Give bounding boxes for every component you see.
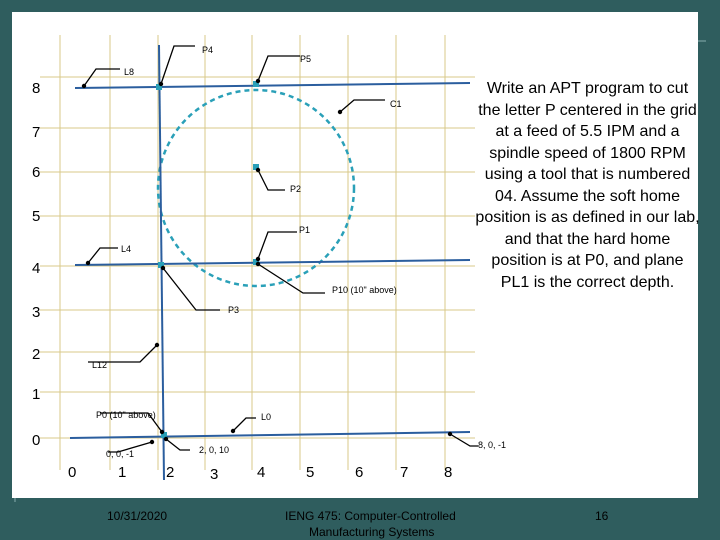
leader-l4-head (86, 261, 90, 265)
x-label-6: 6 (355, 464, 364, 481)
leader-p10-head (256, 262, 260, 266)
leader-lines (84, 46, 478, 452)
leader-p2-head (256, 168, 260, 172)
x-label-0: 0 (68, 464, 77, 481)
label-l4: L4 (121, 244, 132, 254)
y-label-2: 2 (32, 346, 41, 363)
y-label-1: 1 (32, 386, 41, 403)
label-p4: P4 (202, 45, 214, 55)
leader-coord-8 (450, 434, 478, 446)
leader-l0 (233, 418, 256, 431)
circle-c1 (158, 90, 354, 286)
y-label-7: 7 (32, 124, 41, 141)
label-p10: P10 (10" above) (332, 285, 397, 295)
line-l0 (70, 432, 470, 438)
x-label-7: 7 (400, 464, 409, 481)
leader-c1-head (338, 110, 342, 114)
x-label-8: 8 (444, 464, 453, 481)
label-p1: P1 (299, 225, 311, 235)
x-label-3: 3 (210, 466, 219, 483)
leader-l8-head (82, 84, 86, 88)
leader-coord-8-head (448, 432, 452, 436)
leader-p0-head (160, 430, 164, 434)
line-l8 (75, 83, 470, 88)
leader-p1 (258, 232, 297, 259)
leader-p5-head (256, 79, 260, 83)
label-c1: C1 (390, 99, 402, 109)
y-label-3: 3 (32, 304, 41, 321)
slide (12, 12, 700, 539)
x-label-5: 5 (306, 464, 315, 481)
label-l0: L0 (261, 412, 272, 422)
label-p3: P3 (228, 305, 240, 315)
leader-coord-2 (166, 439, 190, 450)
label-p2: P2 (290, 184, 302, 194)
label-p5: P5 (300, 54, 312, 64)
leader-l12-head (155, 343, 159, 347)
x-label-4: 4 (257, 464, 266, 481)
footer-course-line2: Manufacturing Systems (309, 525, 435, 539)
x-label-2: 2 (166, 464, 175, 481)
y-label-6: 6 (32, 164, 41, 181)
instruction-text: Write an APT program to cut the letter P centered in the grid at a feed of 5.5 IPM and a spindle speed of 1800 RPM using a tool that is numbered 04. Assume the soft home position is as defined in our lab, and that the hard home position is at P0, and plane PL1 is the correct depth. (475, 80, 700, 291)
points (156, 81, 259, 438)
leader-p4-head (159, 82, 163, 86)
x-label-1: 1 (118, 464, 127, 481)
label-coord-2: 2, 0, 10 (199, 445, 230, 455)
label-l12: L12 (92, 360, 108, 370)
y-label-0: 0 (32, 432, 41, 449)
leader-p2 (258, 170, 285, 190)
footer-date: 10/31/2020 (107, 509, 168, 523)
footer-page-number: 16 (595, 509, 609, 523)
leader-coord-origin-head (150, 440, 154, 444)
leader-c1 (340, 100, 385, 112)
leader-p3-head (161, 266, 165, 270)
y-label-5: 5 (32, 208, 41, 225)
grid-lines (40, 35, 475, 470)
line-l4 (75, 260, 470, 265)
leader-coord-2-head (164, 437, 168, 441)
y-label-4: 4 (32, 260, 41, 277)
leader-p1-head (256, 257, 260, 261)
label-l8: L8 (124, 67, 135, 77)
label-p0: P0 (10" above) (96, 410, 156, 420)
y-label-8: 8 (32, 80, 41, 97)
label-coord-8: 8, 0, -1 (478, 440, 507, 450)
footer-course-line1: IENG 475: Computer-Controlled (285, 509, 456, 523)
leader-l0-head (231, 429, 235, 433)
leader-p4 (161, 46, 195, 84)
leader-l4 (88, 248, 118, 263)
label-coord-origin: 0, 0, -1 (106, 449, 135, 459)
